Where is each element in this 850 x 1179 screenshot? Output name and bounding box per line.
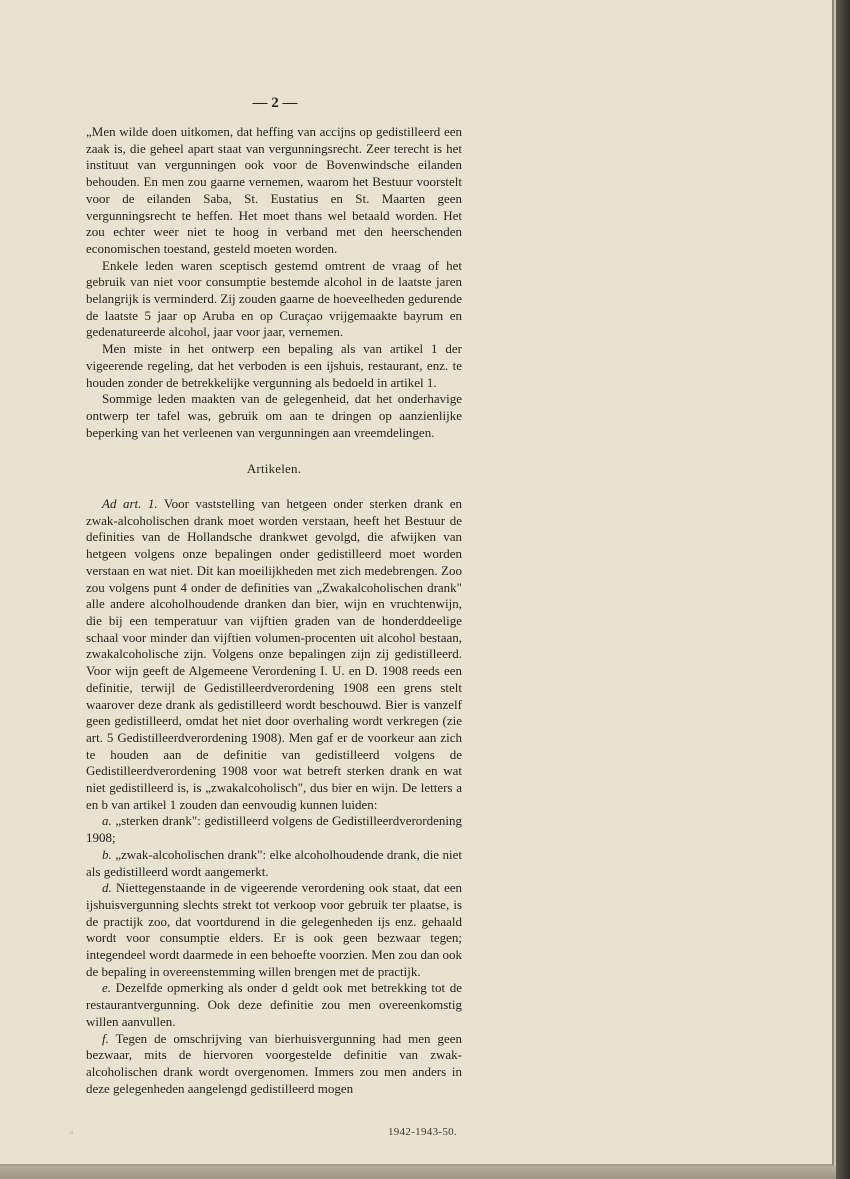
article-label: Ad art. 1. [102, 496, 158, 512]
paragraph-4: Sommige leden maakten van de gelegenheid, dat het onderhavige ontwerp ter tafel was, gebruik om aan te dringen op aanzienlijke beperking van het verleenen van vergunningen aan vreemdelingen. [86, 391, 462, 440]
list-item-d [86, 880, 462, 980]
list-item-text: „zwak-alcoholischen drank": elke alcoholhoudende drank, die niet als gedistilleerd wordt aangemerkt. [86, 846, 462, 879]
paragraph-3: Men miste in het ontwerp een bepaling als van artikel 1 der vigeerende regeling, dat het verboden is een ijshuis, restaurant, enz. te houden zonder de betrekkelijke vergunning als bedoeld in artikel 1. [86, 341, 462, 390]
list-item-label: b. [102, 846, 112, 862]
list-item-text: Niettegenstaande in de vigeerende verordening ook staat, dat een ijshuisvergunning slechts strekt tot verkoop voor gebruik ter plaatse, is de practijk zoo, dat voortdurend in die gelegenheden ijs enz. gehaald wordt voor consumptie elders. Er is ook geen bezwaar tegen; integendeel wordt daarmede in een behoefte voorzien. Men zou dan ook de bepaling in overeenstemming willen brengen met de practijk. [86, 880, 462, 979]
list-item-e [86, 980, 462, 1030]
page-number: — 2 — [252, 95, 298, 111]
list-item-text: Tegen de omschrijving van bierhuisvergunning had men geen bezwaar, mits de hiervoren voorgestelde definitie van zwak-alcoholischen drank wordt overgenomen. Immers zou men anders in deze gelegenheden aangelengd gedistilleerd mogen [86, 1030, 462, 1096]
list-item-text: „sterken drank": gedistilleerd volgens de Gedistilleerdverordening 1908; [86, 813, 462, 846]
paragraph-2: Enkele leden waren sceptisch gestemd omtrent de vraag of het gebruik van niet voor consumptie bestemde alcohol in de laatste jaren belangrijk is verminderd. Zij zouden gaarne de hoeveelheden gedurende de laatste 5 jaar op Aruba en op Curaçao vrijgemaakte bayrum en gedenatureerde alcohol, jaar voor jaar, vernemen. [86, 257, 462, 340]
footer-document-code: 1942-1943-50. [388, 1126, 457, 1138]
list-item-text: Dezelfde opmerking als onder d geldt ook met betrekking tot de restaurantvergunning. Ook deze definitie zou men overeenkomstig willen aanvullen. [86, 980, 462, 1029]
list-item-f [86, 1031, 462, 1098]
paragraph-1: „Men wilde doen uitkomen, dat heffing van accijns op gedistilleerd een zaak is, die geheel apart staat van vergunningsrecht. Zeer terecht is het instituut van vergunningen ook voor de Bovenwindsche eilanden behouden. En men zou gaarne vernemen, waarom het Bestuur voorstelt voor de eilanden Saba, St. Eustatius en St. Maarten geen vergunningsrecht te heffen. Het moet thans wel betaald worden. Het zou echter weer niet te hoog in verband met den heerschenden economischen toestand, gesteld moeten worden. [86, 124, 462, 256]
article-intro-paragraph [86, 496, 462, 813]
list-item-b [86, 847, 462, 880]
faint-mark: ▫ [70, 1128, 74, 1139]
section-heading: Artikelen. [246, 461, 302, 477]
document-body [86, 124, 462, 1097]
scan-edge-right [836, 0, 850, 1179]
list-item-label: d. [102, 880, 112, 896]
list-item-a [86, 813, 462, 846]
article-intro-text: Voor vaststelling van hetgeen onder sterken drank en zwak-alcoholischen drank moet worden verstaan, heeft het Bestuur de definities van de Hollandsche drankwet gevolgd, die afwijken van hetgeen volgens onze bepalingen onder gedistilleerd moet worden verstaan en wat niet. Dit kan moeilijkheden met zich medebrengen. Zoo zou volgens punt 4 onder de definities van „Zwakalcoholischen drank" alle andere alcoholhoudende dranken dan bier, wijn en vruchtenwijn, die bij een temperatuur van vijftien graden van de honderddeelige schaal voor minder dan vijftien volumen-procenten uit alcohol bestaan, zwakalcoholische zijn. Volgens onze bepalingen zijn zij gedistilleerd. Voor wijn geeft de Algemeene Verordening I. U. en D. 1908 reeds een definitie, terwijl de Gedistilleerdverordening 1908 een grens stelt waarover deze drank als gedistilleerd wordt beschouwd. Bier is vanzelf geen gedistilleerd, omdat het niet door overhaling wordt verkregen (zie art. 5 Gedistilleerdverordening 1908). Men gaf er de voorkeur aan zich te houden aan de definitie van gedistilleerd volgens de Gedistilleerdverordening 1908 voor wat betreft sterken drank en wat niet gedistilleerd is, is „zwakalcoholisch", dus bier en wijn. De letters a en b van artikel 1 zouden dan eenvoudig kunnen luiden: [86, 496, 462, 812]
scan-edge-bottom [0, 1166, 836, 1179]
list-item-label: a. [102, 813, 112, 829]
list-item-label: f. [102, 1030, 109, 1046]
list-item-label: e. [102, 980, 112, 996]
